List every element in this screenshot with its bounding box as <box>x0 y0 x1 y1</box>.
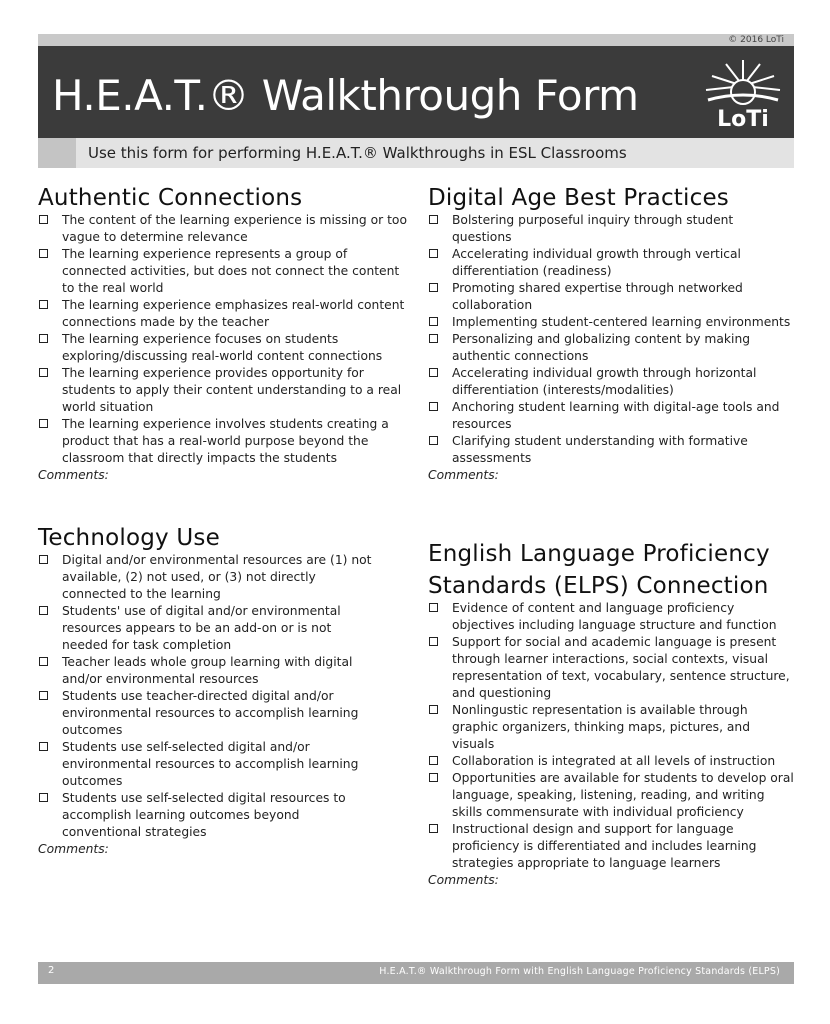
section-title-line2: Standards (ELPS) Connection <box>428 573 769 599</box>
checkbox[interactable] <box>39 215 48 224</box>
checkbox[interactable] <box>429 637 438 646</box>
checklist-item <box>38 603 378 654</box>
checklist-item <box>38 297 410 331</box>
checkbox[interactable] <box>429 249 438 258</box>
checklist-item-text: Support for social and academic language is present through learner interactions, social contexts, visual representation of text, vocabulary, sentence structure, and questioning <box>452 635 790 700</box>
section-authentic-connections <box>38 184 410 484</box>
checklist-item-text: Clarifying student understanding with formative assessments <box>452 434 748 465</box>
checklist-item-text: Students use self-selected digital and/or environmental resources to accomplish learning outcomes <box>62 740 359 788</box>
checkbox[interactable] <box>429 334 438 343</box>
checklist-item <box>38 212 410 246</box>
checkbox[interactable] <box>39 368 48 377</box>
comments-label: Comments: <box>38 842 109 856</box>
checkbox[interactable] <box>429 215 438 224</box>
checkbox[interactable] <box>39 300 48 309</box>
section-title-line1: English Language Proficiency <box>428 541 770 567</box>
checklist-item <box>428 770 794 821</box>
section-technology-use <box>38 524 378 858</box>
checklist-item-text: Bolstering purposeful inquiry through student questions <box>452 213 734 244</box>
checklist-item <box>428 753 794 770</box>
checklist-item <box>38 654 378 688</box>
checkbox[interactable] <box>39 334 48 343</box>
page-subtitle: Use this form for performing H.E.A.T.® Walkthroughs in ESL Classrooms <box>88 144 627 162</box>
checkbox[interactable] <box>429 756 438 765</box>
copyright: © 2016 LoTi <box>728 35 784 45</box>
checklist-item-text: The learning experience provides opportunity for students to apply their content understanding to a real world situation <box>62 366 402 414</box>
checklist-item <box>428 399 794 433</box>
checkbox[interactable] <box>429 436 438 445</box>
checkbox[interactable] <box>39 555 48 564</box>
checkbox[interactable] <box>429 603 438 612</box>
checklist-item-text: The learning experience focuses on students exploring/discussing real-world content connections <box>62 332 383 363</box>
checklist-item-text: Students' use of digital and/or environmental resources appears to be an add-on or is not needed for task completion <box>62 604 341 652</box>
loti-logo-icon <box>698 56 788 132</box>
checklist-item-text: Students use teacher-directed digital and/or environmental resources to accomplish learning outcomes <box>62 689 359 737</box>
checklist-item-text: The content of the learning experience is missing or too vague to determine relevance <box>62 213 407 244</box>
checklist-item-text: Personalizing and globalizing content by making authentic connections <box>452 332 751 363</box>
section-title: Technology Use <box>38 525 220 551</box>
checklist-item <box>428 280 794 314</box>
checklist-item <box>38 739 378 790</box>
comments-label: Comments: <box>428 468 499 482</box>
section-title: Authentic Connections <box>38 185 303 211</box>
checklist-item <box>38 365 410 416</box>
checklist-item <box>428 314 794 331</box>
checklist-item <box>428 331 794 365</box>
checklist-item <box>428 634 794 702</box>
checklist-item-text: Instructional design and support for language proficiency is differentiated and includes learning strategies appropriate to language learners <box>452 822 757 870</box>
checkbox[interactable] <box>429 402 438 411</box>
page-number: 2 <box>48 965 55 976</box>
checklist-item-text: Accelerating individual growth through horizontal differentiation (interests/modalities) <box>452 366 757 397</box>
checkbox[interactable] <box>429 773 438 782</box>
checklist-item-text: Teacher leads whole group learning with digital and/or environmental resources <box>62 655 353 686</box>
checkbox[interactable] <box>39 249 48 258</box>
checkbox[interactable] <box>429 283 438 292</box>
checklist-item <box>428 212 794 246</box>
checklist-item <box>428 702 794 753</box>
checklist-item-text: Opportunities are available for students to develop oral language, speaking, listening, reading, and writing skills commensurate with individual proficiency <box>452 771 794 819</box>
checkbox[interactable] <box>39 742 48 751</box>
footer-bar <box>38 962 794 984</box>
checklist-item-text: Anchoring student learning with digital-age tools and resources <box>452 400 780 431</box>
logo-text: LoTi <box>717 107 769 132</box>
checkbox[interactable] <box>429 824 438 833</box>
checklist-item-text: Students use self-selected digital resources to accomplish learning outcomes beyond conventional strategies <box>62 791 346 839</box>
checklist-item <box>428 246 794 280</box>
checklist-item-text: The learning experience represents a group of connected activities, but does not connect the content to the real world <box>62 247 400 295</box>
checklist-item <box>38 552 378 603</box>
checkbox[interactable] <box>429 368 438 377</box>
footer-text: H.E.A.T.® Walkthrough Form with English Language Proficiency Standards (ELPS) <box>379 966 780 977</box>
checkbox[interactable] <box>39 691 48 700</box>
checkbox[interactable] <box>429 705 438 714</box>
checklist-item-text: Accelerating individual growth through vertical differentiation (readiness) <box>452 247 741 278</box>
checklist-item-text: Nonlingustic representation is available through graphic organizers, thinking maps, pictures, and visuals <box>452 703 751 751</box>
checklist-item <box>38 688 378 739</box>
comments-label: Comments: <box>428 873 499 887</box>
checklist-item-text: The learning experience involves students creating a product that has a real-world purpose beyond the classroom that directly impacts the students <box>62 417 389 465</box>
comments-label: Comments: <box>38 468 109 482</box>
top-strip <box>38 34 794 46</box>
checklist-item-text: Implementing student-centered learning environments <box>452 315 791 329</box>
title-banner <box>38 46 794 138</box>
checklist-item-text: Collaboration is integrated at all levels of instruction <box>452 754 776 768</box>
checklist-item <box>38 416 410 467</box>
checkbox[interactable] <box>39 606 48 615</box>
subtitle-bar <box>38 138 794 168</box>
checkbox[interactable] <box>429 317 438 326</box>
checklist-item <box>38 246 410 297</box>
checklist-item <box>428 365 794 399</box>
checklist-item-text: The learning experience emphasizes real-world content connections made by the teacher <box>62 298 405 329</box>
section-elps-connection <box>428 540 794 889</box>
checkbox[interactable] <box>39 793 48 802</box>
section-digital-age-best-practices <box>428 184 794 484</box>
checklist-item-text: Evidence of content and language proficiency objectives including language structure and function <box>452 601 777 632</box>
checklist-item <box>428 600 794 634</box>
checklist-item <box>428 433 794 467</box>
page-title: H.E.A.T.® Walkthrough Form <box>52 71 639 120</box>
checklist-item <box>428 821 794 872</box>
checkbox[interactable] <box>39 419 48 428</box>
section-title: Digital Age Best Practices <box>428 185 729 211</box>
checklist-item-text: Promoting shared expertise through networked collaboration <box>452 281 743 312</box>
checkbox[interactable] <box>39 657 48 666</box>
checklist-item <box>38 790 378 841</box>
checklist-item <box>38 331 410 365</box>
checklist-item-text: Digital and/or environmental resources are (1) not available, (2) not used, or (3) not directly connected to the learning <box>62 553 372 601</box>
